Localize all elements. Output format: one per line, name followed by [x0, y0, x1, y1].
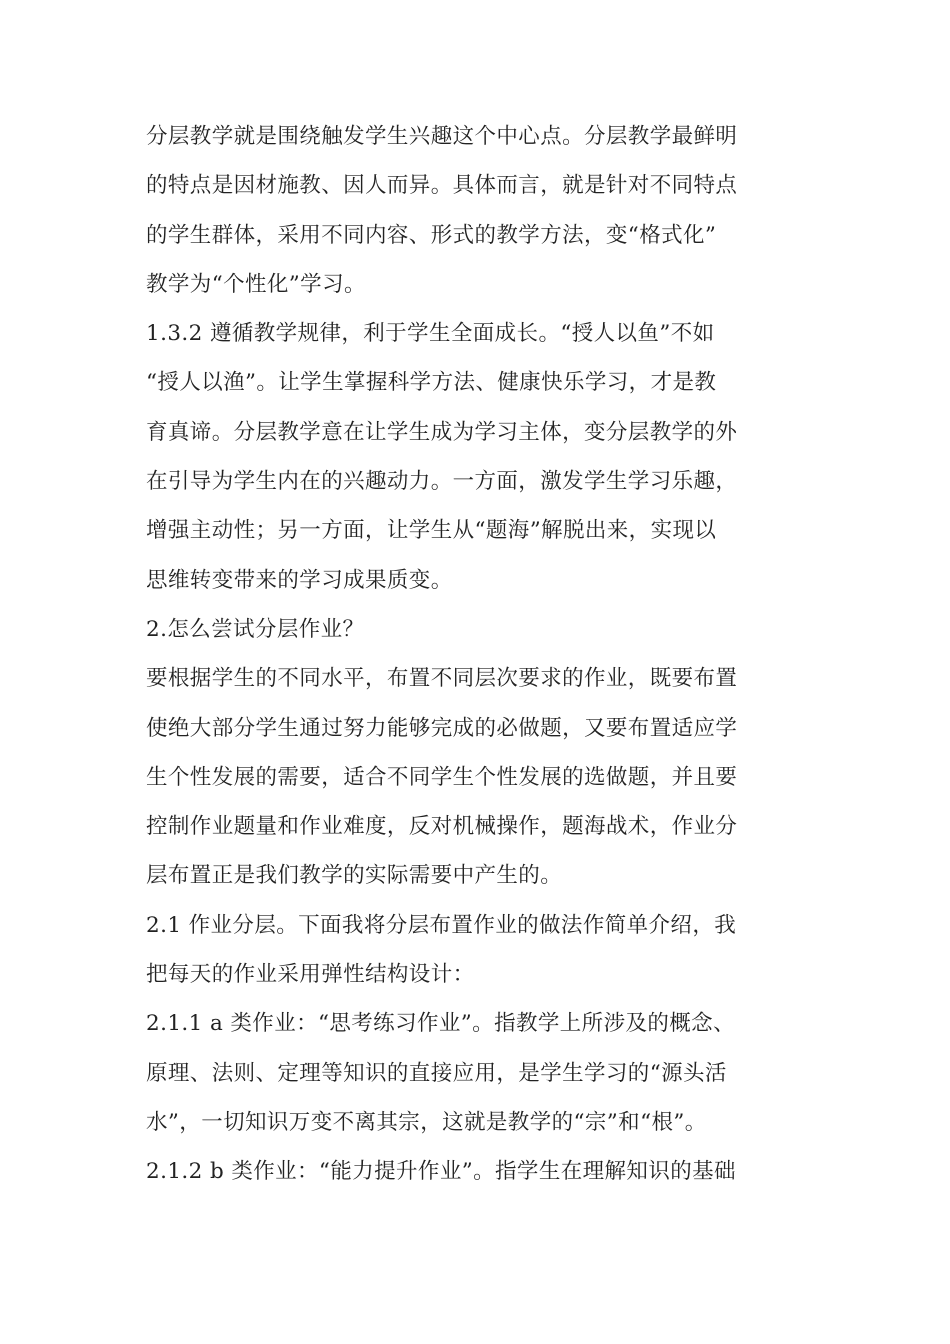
text-line: 控制作业题量和作业难度，反对机械操作，题海战术，作业分: [146, 814, 738, 840]
text-line: 育真谛。分层教学意在让学生成为学习主体，变分层教学的外: [146, 419, 738, 445]
text-line: 的特点是因材施教、因人而异。具体而言，就是针对不同特点: [146, 173, 738, 199]
text-line: 2.1.1 a 类作业：“思考练习作业”。指教学上所涉及的概念、: [146, 1011, 735, 1037]
text-line: 要根据学生的不同水平，布置不同层次要求的作业，既要布置: [146, 666, 738, 692]
text-line: 的学生群体，采用不同内容、形式的教学方法，变“格式化”: [146, 222, 717, 248]
text-line: 原理、法则、定理等知识的直接应用，是学生学习的“源头活: [146, 1060, 727, 1086]
text-line: 层布置正是我们教学的实际需要中产生的。: [146, 863, 563, 889]
text-line: 水”，一切知识万变不离其宗，这就是教学的“宗”和“根”。: [146, 1109, 707, 1135]
text-line: 2.1 作业分层。下面我将分层布置作业的做法作简单介绍，我: [146, 912, 737, 938]
text-line: 分层教学就是围绕触发学生兴趣这个中心点。分层教学最鲜明: [146, 124, 738, 149]
text-line: 把每天的作业采用弹性结构设计：: [146, 962, 475, 988]
section-heading: 2.怎么尝试分层作业？: [146, 616, 365, 642]
text-line: 思维转变带来的学习成果质变。: [146, 567, 453, 593]
text-line: “授人以渔”。让学生掌握科学方法、健康快乐学习，才是教: [146, 370, 717, 396]
text-line: 2.1.2 b 类作业：“能力提升作业”。指学生在理解知识的基础: [146, 1159, 736, 1185]
document-body: [146, 112, 796, 1197]
text-line: 1.3.2 遵循教学规律，利于学生全面成长。“授人以鱼”不如: [146, 321, 715, 347]
text-line: 教学为“个性化”学习。: [146, 271, 366, 297]
text-line: 使绝大部分学生通过努力能够完成的必做题，又要布置适应学: [146, 715, 738, 741]
text-line: 在引导为学生内在的兴趣动力。一方面，激发学生学习乐趣，: [146, 469, 738, 495]
text-line: 增强主动性；另一方面，让学生从“题海”解脱出来，实现以: [146, 518, 717, 544]
text-line: 生个性发展的需要，适合不同学生个性发展的选做题，并且要: [146, 764, 738, 790]
